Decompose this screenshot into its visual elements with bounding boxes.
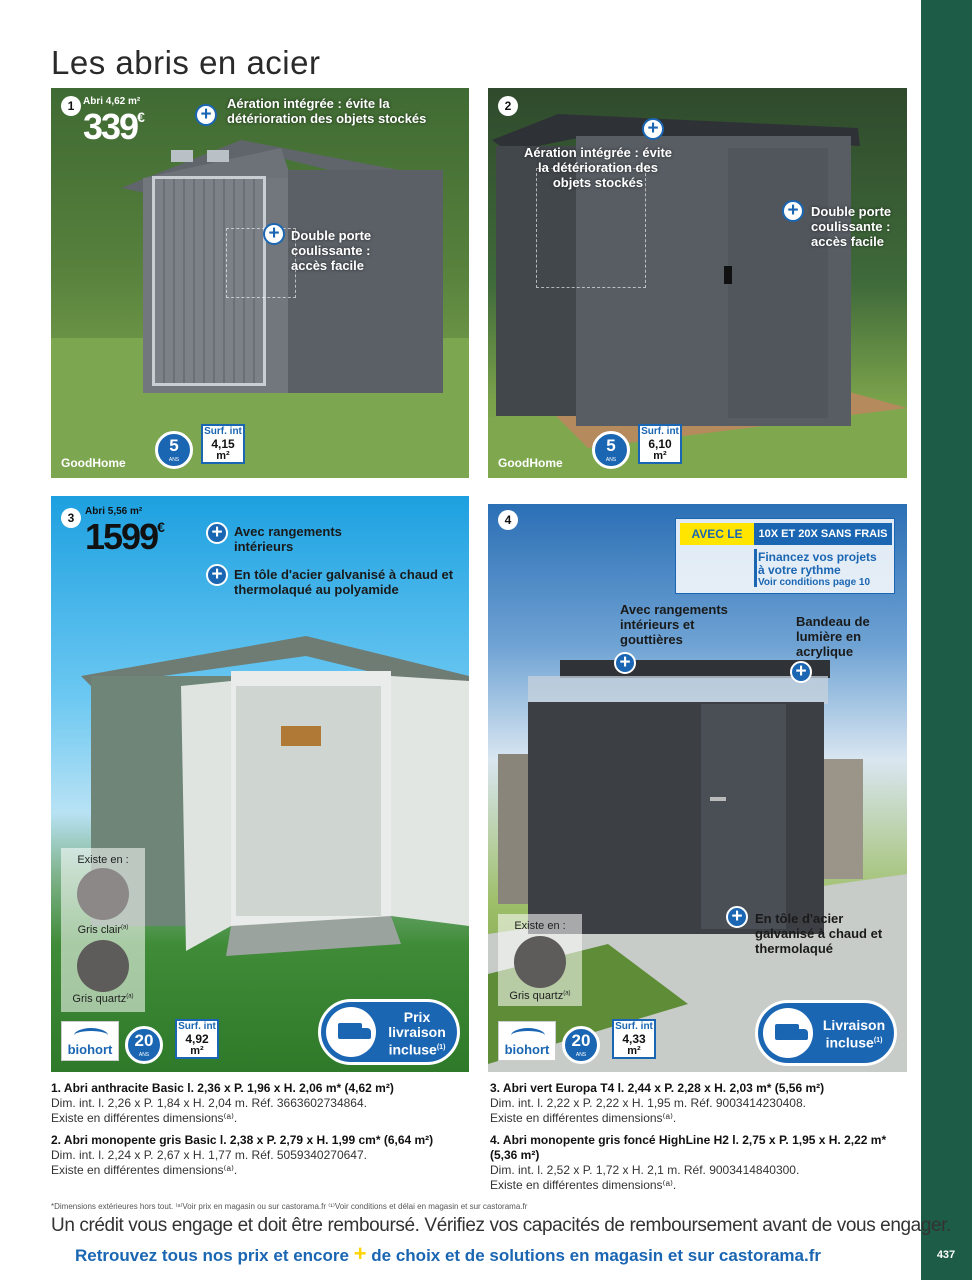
colors-title: Existe en : [77, 854, 129, 866]
page-title: Les abris en acier [51, 44, 321, 81]
description-title: 1. Abri anthracite Basic l. 2,36 x P. 1,96 x H. 2,06 m* (4,62 m²) [51, 1081, 394, 1095]
abri-size: Abri 5,56 m² [85, 506, 143, 517]
description-dim: Dim. int. l. 2,24 x P. 2,67 x H. 1,77 m. Réf. 5059340270647. [51, 1148, 367, 1162]
warranty-badge: 20 ANS [125, 1026, 163, 1064]
swatch-label: Gris clair$^{(a)}$ [77, 924, 129, 936]
description-product-4 [490, 1133, 910, 1193]
dash-callout-1 [226, 228, 296, 298]
promo-text-b: de choix et de solutions en magasin et sur castorama.fr [371, 1246, 821, 1265]
delivery-badge [755, 1000, 897, 1066]
feature-galvanized-steel: En tôle d'acier galvanisé à chaud et thermolaqué au polyamide [234, 567, 454, 597]
product-number-badge: 3 [61, 508, 81, 528]
plus-icon[interactable]: + [206, 564, 228, 586]
sidebar-band [921, 0, 972, 1280]
truck-icon [775, 1024, 799, 1040]
product-4-photo[interactable] [488, 504, 907, 1072]
product-number-badge: 4 [498, 510, 518, 530]
swatch-gris-clair[interactable] [77, 868, 129, 920]
description-product-2 [51, 1133, 469, 1178]
plus-icon[interactable]: + [642, 118, 664, 140]
credit-divider [754, 549, 757, 587]
truck-icon [338, 1023, 362, 1039]
delivery-text: Livraison incluse$^{(1)}$ [822, 1017, 886, 1051]
plus-icon[interactable]: + [263, 223, 285, 245]
warranty-badge: 5 ANS [155, 431, 193, 469]
warranty-badge: 20 ANS [562, 1026, 600, 1064]
truck-icon-ring [763, 1008, 813, 1058]
promo-banner[interactable] [75, 1241, 821, 1267]
feature-light-band: Bandeau de lumière en acrylique [796, 614, 870, 659]
swatch-gris-quartz[interactable] [77, 940, 129, 992]
brand-goodhome-logo: GoodHome [498, 456, 563, 470]
description-title: 4. Abri monopente gris foncé HighLine H2 l. 2,75 x P. 1,95 x H. 2,22 m* (5,36 m²) [490, 1133, 887, 1162]
credit-offer-box[interactable] [675, 518, 895, 594]
description-exist: Existe en différentes dimensions⁽ᵃ⁾. [51, 1111, 238, 1125]
delivery-text: Prix livraison incluse$^{(1)}$ [388, 1009, 446, 1058]
brand-biohort-logo: biohort [61, 1021, 119, 1061]
credit-conditions-link[interactable]: Voir conditions page 10 [758, 577, 871, 588]
description-product-3 [490, 1081, 910, 1126]
description-title: 3. Abri vert Europa T4 l. 2,44 x P. 2,28 x H. 2,03 m* (5,56 m²) [490, 1081, 825, 1095]
surface-badge: Surf. int 4,33 m² [612, 1019, 656, 1059]
price: 1599€ [85, 516, 165, 557]
page-number: 437 [936, 1249, 956, 1261]
plus-icon[interactable]: + [206, 522, 228, 544]
brand-goodhome-logo: GoodHome [61, 456, 126, 470]
plus-icon: + [353, 1241, 367, 1266]
surface-badge: Surf. int 4,92 m² [175, 1019, 219, 1059]
product-1-photo[interactable] [51, 88, 469, 478]
plus-icon[interactable]: + [195, 104, 217, 126]
swatch-label: Gris quartz$^{(a)}$ [509, 990, 571, 1002]
truck-icon-ring [326, 1007, 376, 1057]
description-dim: Dim. int. l. 2,52 x P. 1,72 x H. 2,1 m. Réf. 9003414840300. [490, 1163, 800, 1177]
abri-size: Abri 4,62 m² [83, 96, 141, 107]
credit-head [680, 523, 892, 545]
description-exist: Existe en différentes dimensions⁽ᵃ⁾. [490, 1111, 677, 1125]
plus-icon[interactable]: + [790, 661, 812, 683]
feature-storage: Avec rangements intérieurs [234, 524, 342, 554]
swatch-label: Gris quartz$^{(a)}$ [72, 993, 134, 1005]
product-number-badge: 2 [498, 96, 518, 116]
colors-title: Existe en : [514, 920, 566, 932]
feature-sliding-door: Double porte coulissante : accès facile [811, 204, 892, 249]
feature-storage-gutters: Avec rangements intérieurs et gouttières [620, 602, 728, 647]
feature-sliding-door: Double porte coulissante : accès facile [291, 228, 372, 273]
plus-icon[interactable]: + [614, 652, 636, 674]
description-product-1 [51, 1081, 469, 1126]
product-3-photo[interactable] [51, 496, 469, 1072]
feature-ventilation: Aération intégrée : évite la détérioration des objets stockés [523, 145, 673, 190]
surface-badge: Surf. int 4,15 m² [201, 424, 245, 464]
description-exist: Existe en différentes dimensions⁽ᵃ⁾. [490, 1178, 677, 1192]
feature-galvanized-steel: En tôle d'acier galvanisé à chaud et thermolaqué [755, 911, 883, 956]
warranty-badge: 5 ANS [592, 431, 630, 469]
plus-icon[interactable]: + [782, 200, 804, 222]
credit-legal-notice: Un crédit vous engage et doit être remboursé. Vérifiez vos capacités de remboursement avant de vous engager. [51, 1215, 951, 1236]
brand-biohort-logo: biohort [498, 1021, 556, 1061]
credit-offer-label: 10X ET 20X SANS FRAIS [754, 523, 892, 545]
feature-ventilation: Aération intégrée : évite la détérioration des objets stockés [227, 96, 427, 126]
product-2-photo[interactable] [488, 88, 907, 478]
delivery-badge [318, 999, 460, 1065]
swatch-gris-quartz[interactable] [514, 936, 566, 988]
credit-text: Financez vos projets à votre rythme [758, 550, 877, 577]
description-title: 2. Abri monopente gris Basic l. 2,38 x P. 2,79 x H. 1,99 cm* (6,64 m²) [51, 1133, 434, 1147]
promo-text-a: Retrouvez tous nos prix et encore [75, 1246, 349, 1265]
price: 339€ [83, 106, 145, 147]
description-exist: Existe en différentes dimensions⁽ᵃ⁾. [51, 1163, 238, 1177]
footnote: *Dimensions extérieures hors tout. ⁽ᵃ⁾Voir prix en magasin ou sur castorama.fr ⁽¹⁾Voir conditions et délai en magasin et sur castorama.fr [51, 1202, 528, 1211]
surface-badge: Surf. int 6,10 m² [638, 424, 682, 464]
description-dim: Dim. int. l. 2,22 x P. 2,22 x H. 1,95 m. Réf. 9003414230408. [490, 1096, 806, 1110]
credit-avec-label: AVEC LE [680, 523, 754, 545]
plus-icon[interactable]: + [726, 906, 748, 928]
description-dim: Dim. int. l. 2,26 x P. 1,84 x H. 2,04 m. Réf. 3663602734864. [51, 1096, 367, 1110]
product-number-badge: 1 [61, 96, 81, 116]
